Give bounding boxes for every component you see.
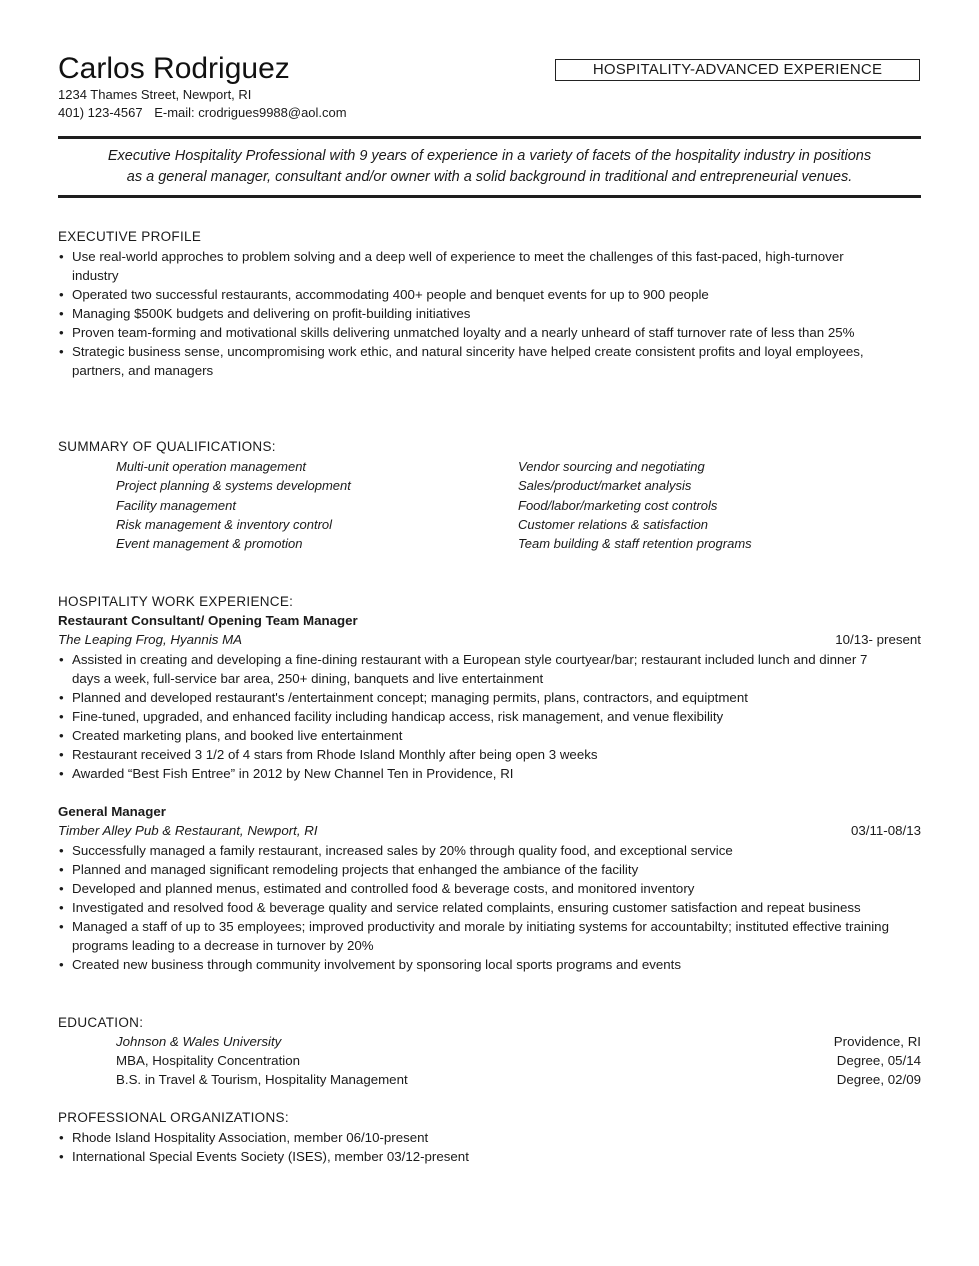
list-item: Sales/product/market analysis [518, 478, 692, 494]
organizations-list [58, 1128, 898, 1166]
email: E-mail: crodrigues9988@aol.com [154, 105, 347, 120]
list-item: Food/labor/marketing cost controls [518, 497, 718, 513]
degree-bs-date: Degree, 02/09 [836, 1072, 921, 1087]
list-item: Facility management [116, 497, 236, 513]
list-item: • Awarded “Best Fish Entree” in 2012 by New Channel Ten in Providence, RI [58, 764, 890, 783]
job-title: Restaurant Consultant/ Opening Team Manager [58, 613, 358, 628]
list-item: • Assisted in creating and developing a fine-dining restaurant with a European style courtyear/bar; restaurant included lunch and dinner 7 days a week, full-service bar area, 250+ dining, banquets and live entertainment [58, 650, 890, 688]
qualifications-right-list [518, 457, 752, 553]
experience-heading: HOSPITALITY WORK EXPERIENCE: [58, 594, 294, 609]
school-name: Johnson & Wales University [116, 1034, 282, 1049]
job-duties-list [58, 841, 920, 974]
school-location: Providence, RI [833, 1034, 921, 1049]
list-item: • Developed and planned menus, estimated and controlled food & beverage costs, and monitored inventory [58, 879, 920, 898]
list-item: • Proven team-forming and motivational skills delivering unmatched loyalty and a nearly unheard of staff turnover rate of less than 25% [58, 323, 868, 342]
education-heading: EDUCATION: [58, 1015, 144, 1030]
list-item: • Managing $500K budgets and delivering on profit-building initiatives [58, 304, 868, 323]
executive-profile-list [58, 247, 868, 380]
degree-mba-date: Degree, 05/14 [836, 1053, 921, 1068]
job-dates: 03/11-08/13 [851, 823, 921, 838]
qualifications-heading: SUMMARY OF QUALIFICATIONS: [58, 439, 276, 454]
job-title: General Manager [58, 804, 166, 819]
degree-bs: B.S. in Travel & Tourism, Hospitality Management [116, 1072, 408, 1087]
list-item: • Planned and developed restaurant's /entertainment concept; managing permits, plans, contractors, and equiptment [58, 688, 890, 707]
summary-line: as a general manager, consultant and/or owner with a solid background in traditional and entrepreneurial venues. [126, 169, 853, 185]
candidate-name: Carlos Rodriguez [58, 52, 290, 85]
professional-summary [58, 146, 921, 188]
summary-rule [58, 195, 921, 198]
organizations-heading: PROFESSIONAL ORGANIZATIONS: [58, 1110, 289, 1125]
list-item: • Successfully managed a family restaurant, increased sales by 20% through quality food, and exceptional service [58, 841, 920, 860]
list-item: • Use real-world approches to problem solving and a deep well of experience to meet the challenges of this fast-paced, high-turnover industry [58, 247, 868, 285]
list-item: • Fine-tuned, upgraded, and enhanced facility including handicap access, risk management, and venue flexibility [58, 707, 890, 726]
contact-line [58, 104, 355, 121]
list-item: • International Special Events Society (ISES), member 03/12-present [58, 1147, 898, 1166]
list-item: • Operated two successful restaurants, accommodating 400+ people and benquet events for up to 900 people [58, 285, 868, 304]
job-dates: 10/13- present [835, 632, 921, 647]
list-item: Vendor sourcing and negotiating [518, 459, 705, 474]
list-item: • Created marketing plans, and booked live entertainment [58, 726, 890, 745]
address: 1234 Thames Street, Newport, RI [58, 87, 252, 102]
list-item: • Rhode Island Hospitality Association, member 06/10-present [58, 1128, 898, 1147]
list-item: • Strategic business sense, uncompromising work ethic, and natural sincerity have helped create consistent profits and loyal employees, partners, and managers [58, 342, 868, 380]
summary-line: Executive Hospitality Professional with 9 years of experience in a variety of facets of the hospitality industry in positions [107, 148, 872, 164]
list-item: Event management & promotion [116, 536, 303, 552]
degree-mba: MBA, Hospitality Concentration [116, 1053, 301, 1068]
list-item: Multi-unit operation management [116, 459, 307, 474]
list-item: • Created new business through community involvement by sponsoring local sports programs and events [58, 955, 920, 974]
list-item: Risk management & inventory control [116, 516, 333, 532]
list-item: • Managed a staff of up to 35 employees; improved productivity and morale by initiating systems for accountabilty; instituted effective training programs leading to a decrease in turnover by 20% [58, 917, 920, 955]
top-rule [58, 136, 921, 139]
job-employer: Timber Alley Pub & Restaurant, Newport, RI [58, 823, 318, 838]
qualifications-left-list [116, 457, 351, 553]
resume-type-tag: HOSPITALITY-ADVANCED EXPERIENCE [555, 59, 920, 81]
list-item: • Planned and managed significant remodeling projects that enhanged the ambiance of the facility [58, 860, 920, 879]
job-employer: The Leaping Frog, Hyannis MA [58, 632, 243, 647]
phone: 401) 123-4567 [58, 105, 143, 120]
executive-profile-heading: EXECUTIVE PROFILE [58, 229, 202, 244]
list-item: • Investigated and resolved food & beverage quality and service related complaints, ensuring customer satisfaction and repeat business [58, 898, 920, 917]
job-duties-list [58, 650, 890, 783]
list-item: Customer relations & satisfaction [518, 516, 709, 532]
list-item: Project planning & systems development [116, 478, 351, 494]
list-item: • Restaurant received 3 1/2 of 4 stars from Rhode Island Monthly after being open 3 weeks [58, 745, 890, 764]
list-item: Team building & staff retention programs [518, 536, 752, 552]
